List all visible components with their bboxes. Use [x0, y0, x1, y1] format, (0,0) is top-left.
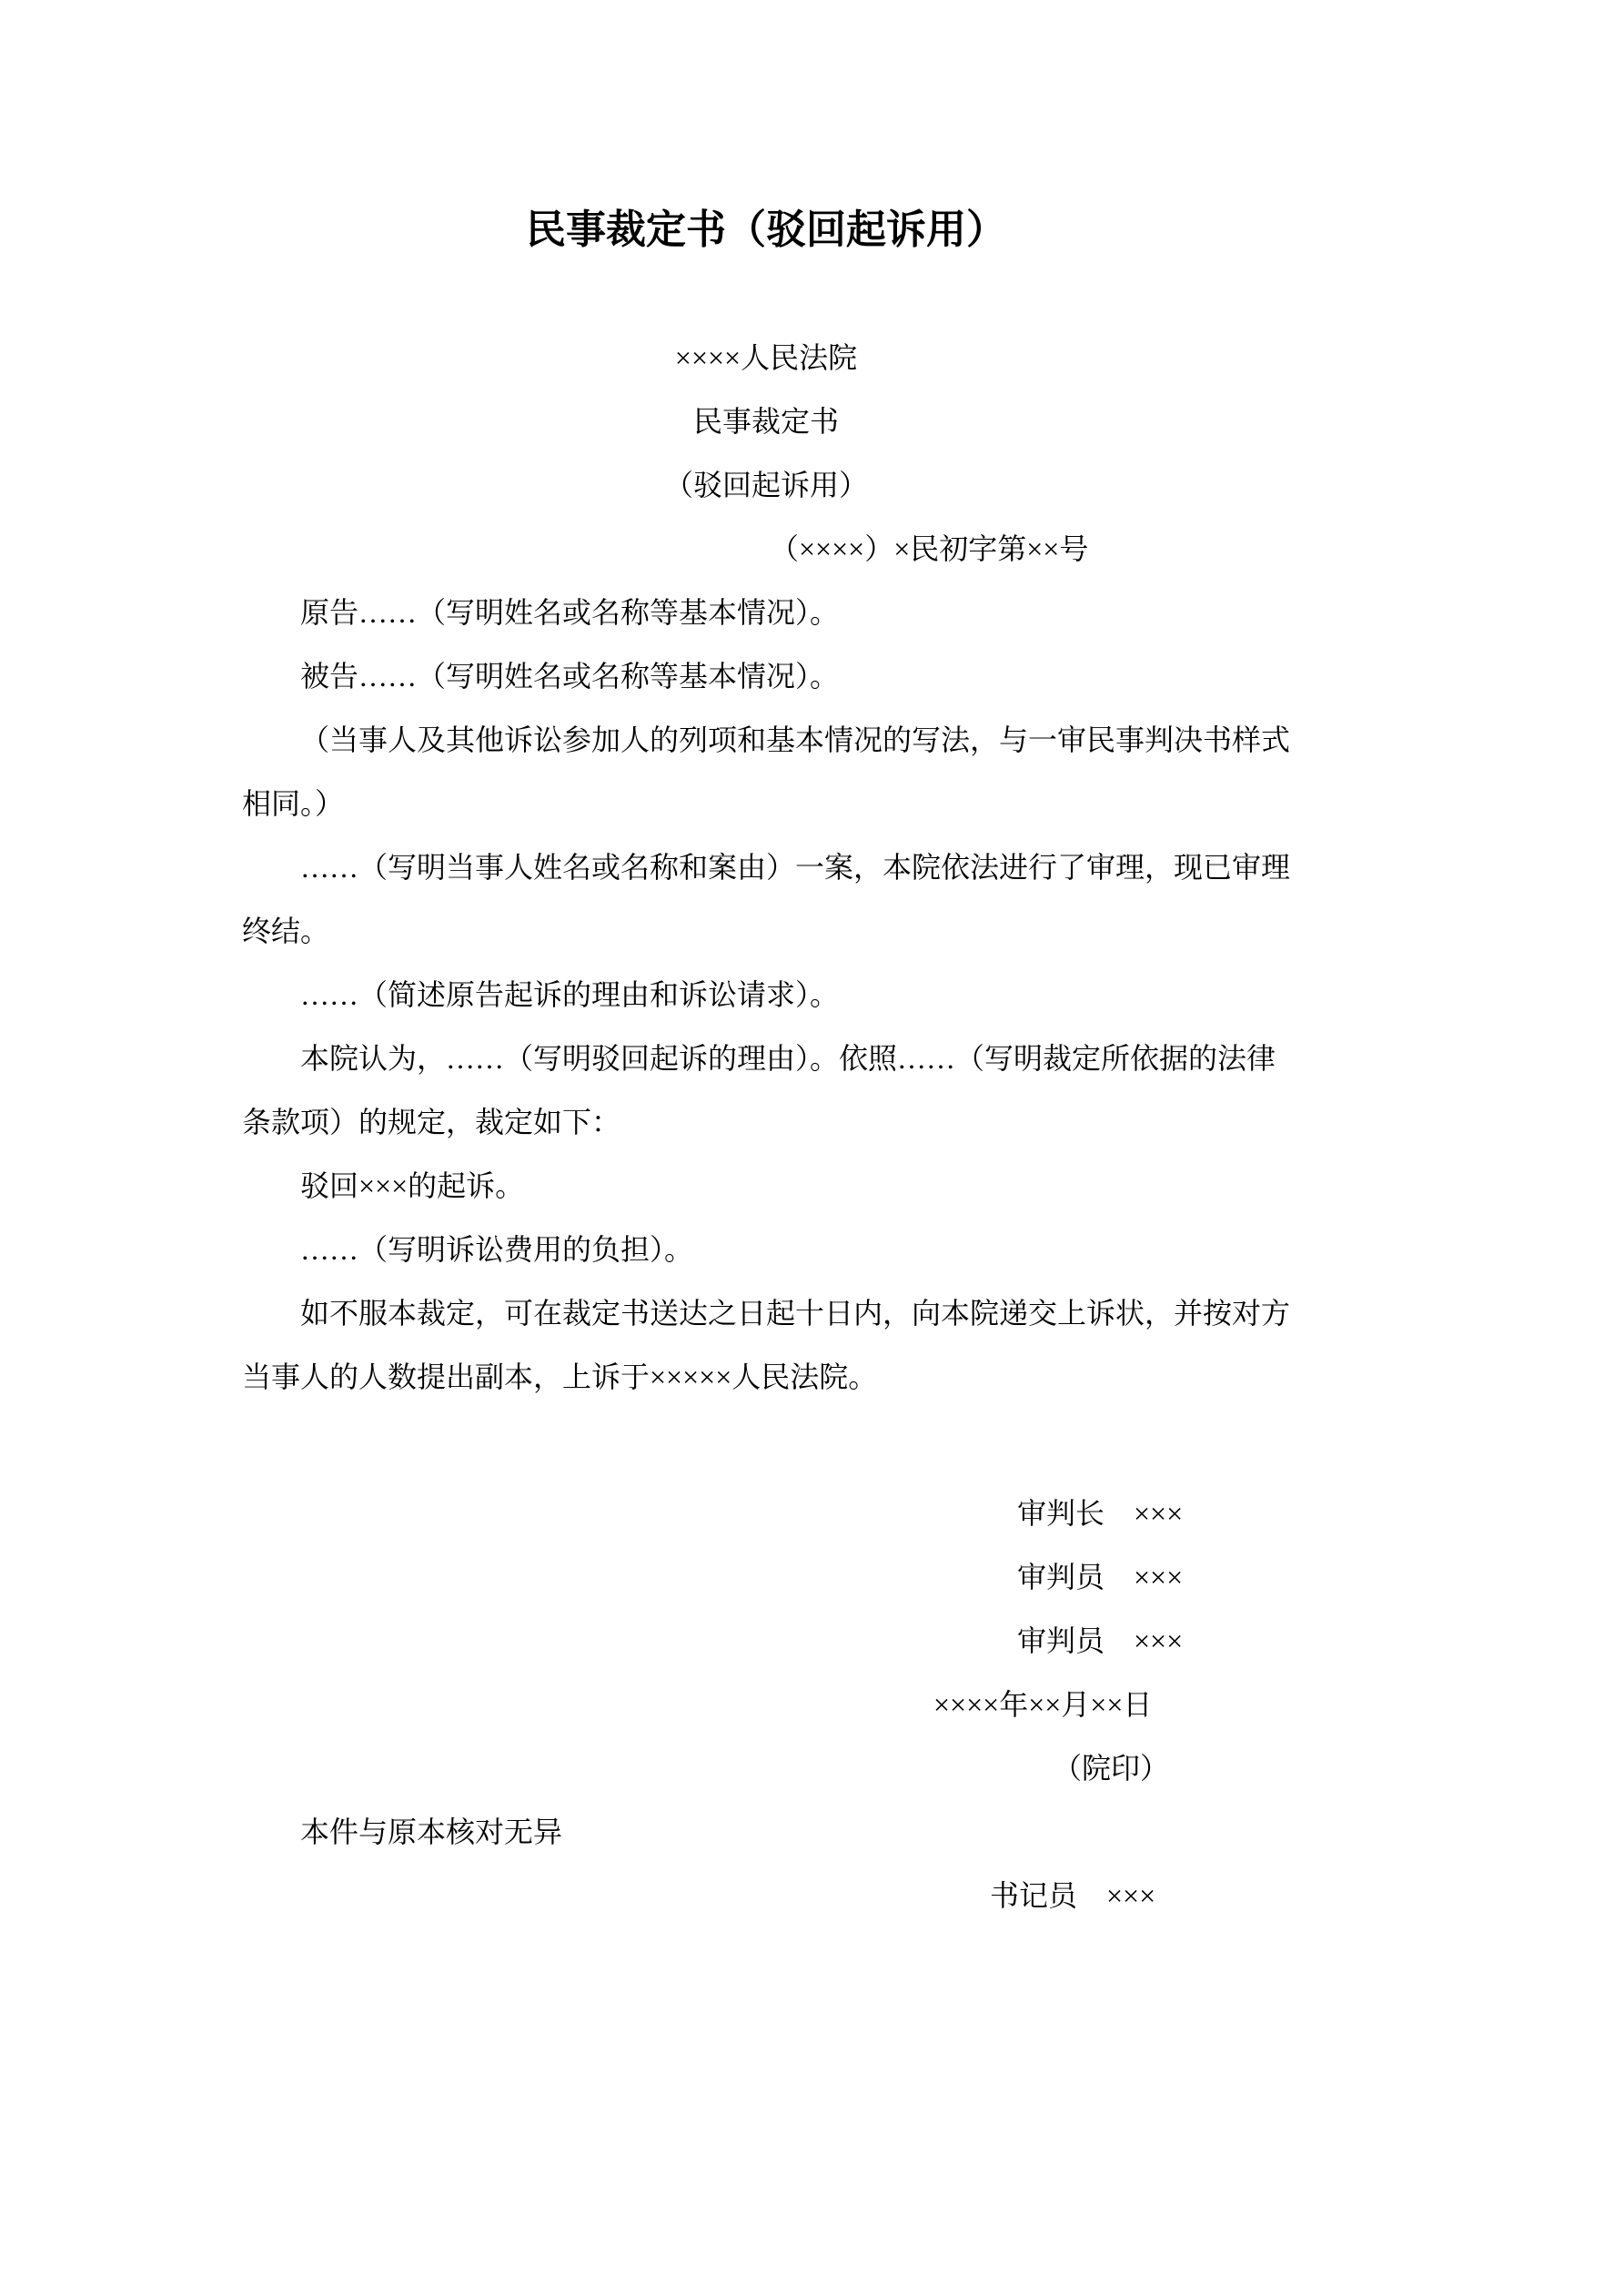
costs-line: ……（写明诉讼费用的负担）。 — [300, 1233, 694, 1266]
judge-line-2: 审判员 ××× — [1017, 1624, 1184, 1657]
ruling-line: 驳回×××的起诉。 — [300, 1169, 525, 1202]
court-opinion-line-1: 本院认为，……（写明驳回起诉的理由）。依照……（写明裁定所依据的法律 — [300, 1042, 1276, 1075]
court-name: ××××人民法院 — [674, 341, 858, 374]
parties-note-line-1: （当事人及其他诉讼参加人的列项和基本情况的写法，与一审民事判决书样式 — [300, 723, 1291, 756]
trial-summary-line-1: ……（写明当事人姓名或名称和案由）一案，本院依法进行了审理，现已审理 — [300, 851, 1291, 884]
judge-line-1: 审判员 ××× — [1017, 1561, 1184, 1593]
appeal-notice-line-2: 当事人的人数提出副本，上诉于×××××人民法院。 — [242, 1360, 878, 1393]
plaintiff-line: 原告……（写明姓名或名称等基本情况）。 — [300, 596, 840, 629]
spacer — [242, 262, 1290, 326]
doc-type-line: 民事裁定书 — [692, 405, 839, 438]
spacer — [242, 1418, 1290, 1482]
clerk-line: 书记员 ××× — [990, 1879, 1156, 1912]
trial-summary-line-2: 终结。 — [242, 915, 330, 947]
date-line: ××××年××月××日 — [933, 1688, 1153, 1721]
court-seal-line: （院印） — [1053, 1752, 1170, 1785]
verification-line: 本件与原本核对无异 — [300, 1816, 563, 1848]
parties-note-line-2: 相同。） — [242, 787, 345, 820]
doc-usage-line: （驳回起诉用） — [663, 469, 868, 501]
court-opinion-line-2: 条款项）的规定，裁定如下： — [242, 1106, 621, 1138]
appeal-notice-line-1: 如不服本裁定，可在裁定书送达之日起十日内，向本院递交上诉状，并按对方 — [300, 1297, 1291, 1330]
claims-line: ……（简述原告起诉的理由和诉讼请求）。 — [300, 978, 840, 1011]
document-title: 民事裁定书（驳回起诉用） — [526, 207, 1006, 252]
defendant-line: 被告……（写明姓名或名称等基本情况）。 — [300, 660, 840, 693]
presiding-judge-line: 审判长 ××× — [1017, 1497, 1184, 1530]
case-number: （××××）×民初字第××号 — [770, 532, 1089, 565]
